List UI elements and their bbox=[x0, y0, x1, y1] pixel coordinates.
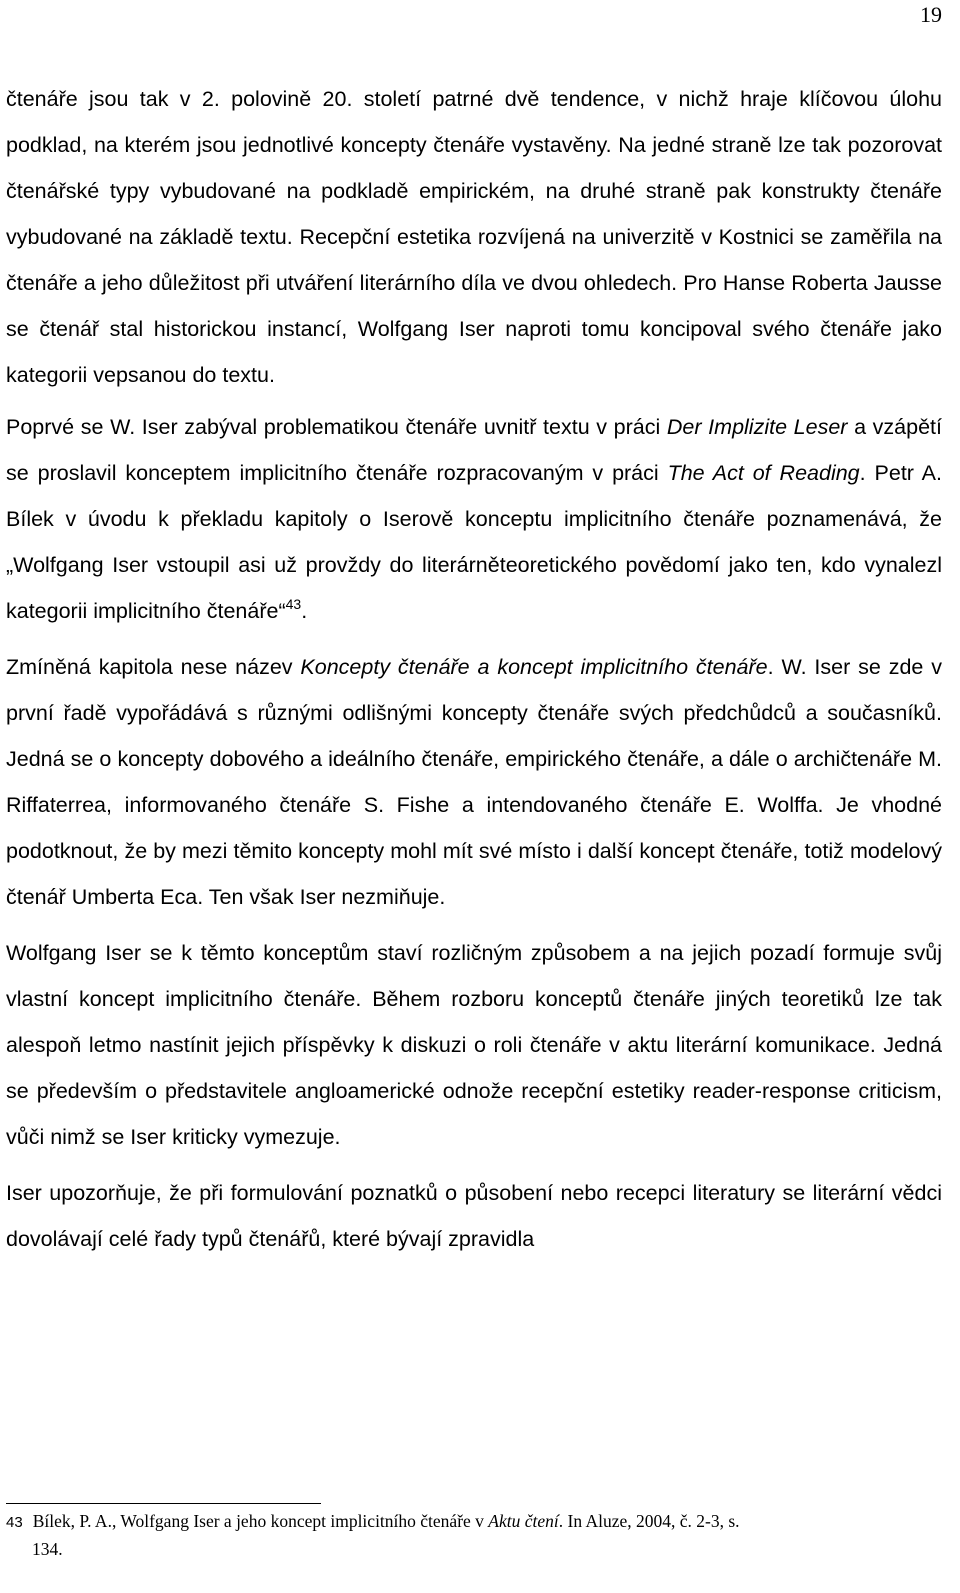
paragraph-2-text-a: Poprvé se W. Iser zabýval problematikou čtenáře uvnitř textu v práci bbox=[6, 415, 667, 439]
paragraph-4: Wolfgang Iser se k těmto konceptům staví rozličným způsobem a na jejich pozadí formuje svůj vlastní koncept implicitního čtenáře. Během rozboru konceptů čtenáře jiných teoretiků lze tak alespoň letmo nastínit jejich příspěvky k diskuzi o roli čtenáře v aktu literární komunikace. Jedná se především o představitele angloamerické odnože recepční estetiky reader-response criticism, vůči nimž se Iser kriticky vymezuje. bbox=[6, 941, 942, 1149]
paragraph-2-text-f: . bbox=[301, 599, 308, 623]
paragraph-3 bbox=[6, 644, 942, 920]
paragraph-1: čtenáře jsou tak v 2. polovině 20. století patrné dvě tendence, v nichž hraje klíčovou úlohu podklad, na kterém jsou jednotlivé koncepty čtenáře vystavěny. Na jedné straně lze tak pozorovat čtenářské typy vybudované na podkladě empirickém, na druhé straně pak konstrukty čtenáře vybudované na základě textu. Recepční estetika rozvíjená na univerzitě v Kostnici se zaměřila na čtenáře a jeho důležitost při utváření literárního díla ve dvou ohledech. Pro Hanse Roberta Jausse se čtenář stal historickou instancí, Wolfgang Iser naproti tomu koncipoval svého čtenáře jako kategorii vepsanou do textu. bbox=[6, 87, 942, 387]
book-title-act-of-reading: The Act of Reading bbox=[667, 461, 860, 485]
book-title-der-implizite-leser: Der Implizite Leser bbox=[666, 415, 848, 439]
footnote-continuation: 134. bbox=[32, 1539, 63, 1559]
footnote-text-c: . In Aluze, 2004, č. 2-3, s. bbox=[558, 1511, 740, 1531]
footnote-number: 43 bbox=[6, 1514, 23, 1531]
footnote-text-a: Bílek, P. A., Wolfgang Iser a jeho koncept implicitního čtenáře v bbox=[32, 1511, 489, 1531]
paragraph-3-text-a: Zmíněná kapitola nese název bbox=[6, 655, 301, 679]
paragraph-2-text-c: a vzápětí se proslavil konceptem implicitního čtenáře rozpracovaným v práci bbox=[6, 415, 942, 485]
body-text bbox=[6, 76, 942, 1272]
footnote-separator bbox=[6, 1503, 321, 1504]
footnote-reference[interactable]: 43 bbox=[285, 596, 302, 612]
paragraph-2 bbox=[6, 404, 942, 634]
page-number: 19 bbox=[920, 2, 942, 27]
footnote bbox=[6, 1508, 936, 1562]
footnote-italic-title: Aktu čtení bbox=[488, 1511, 559, 1531]
chapter-title: Koncepty čtenáře a koncept implicitního čtenáře bbox=[300, 655, 768, 679]
paragraph-3-text-c: . W. Iser se zde v první řadě vypořádává s různými odlišnými koncepty čtenáře svých předchůdců a současníků. Jedná se o koncepty dobového a ideálního čtenáře, empirického čtenáře, a dále o archičtenáře M. Riffaterrea, informovaného čtenáře S. Fishe a intendovaného čtenáře E. Wolffa. Je vhodné podotknout, že by mezi těmito koncepty mohl mít své místo i další koncept čtenáře, totiž modelový čtenář Umberta Eca. Ten však Iser nezmiňuje. bbox=[6, 655, 942, 909]
paragraph-5: Iser upozorňuje, že při formulování poznatků o působení nebo recepci literatury se literární vědci dovolávají celé řady typů čtenářů, které bývají zpravidla bbox=[6, 1181, 942, 1251]
paragraph-2-text-e: . Petr A. Bílek v úvodu k překladu kapitoly o Iserově konceptu implicitního čtenáře poznamenává, že „Wolfgang Iser vstoupil asi už provždy do literárněteoretického povědomí jako ten, kdo vynalezl kategorii implicitního čtenáře“ bbox=[6, 461, 942, 623]
